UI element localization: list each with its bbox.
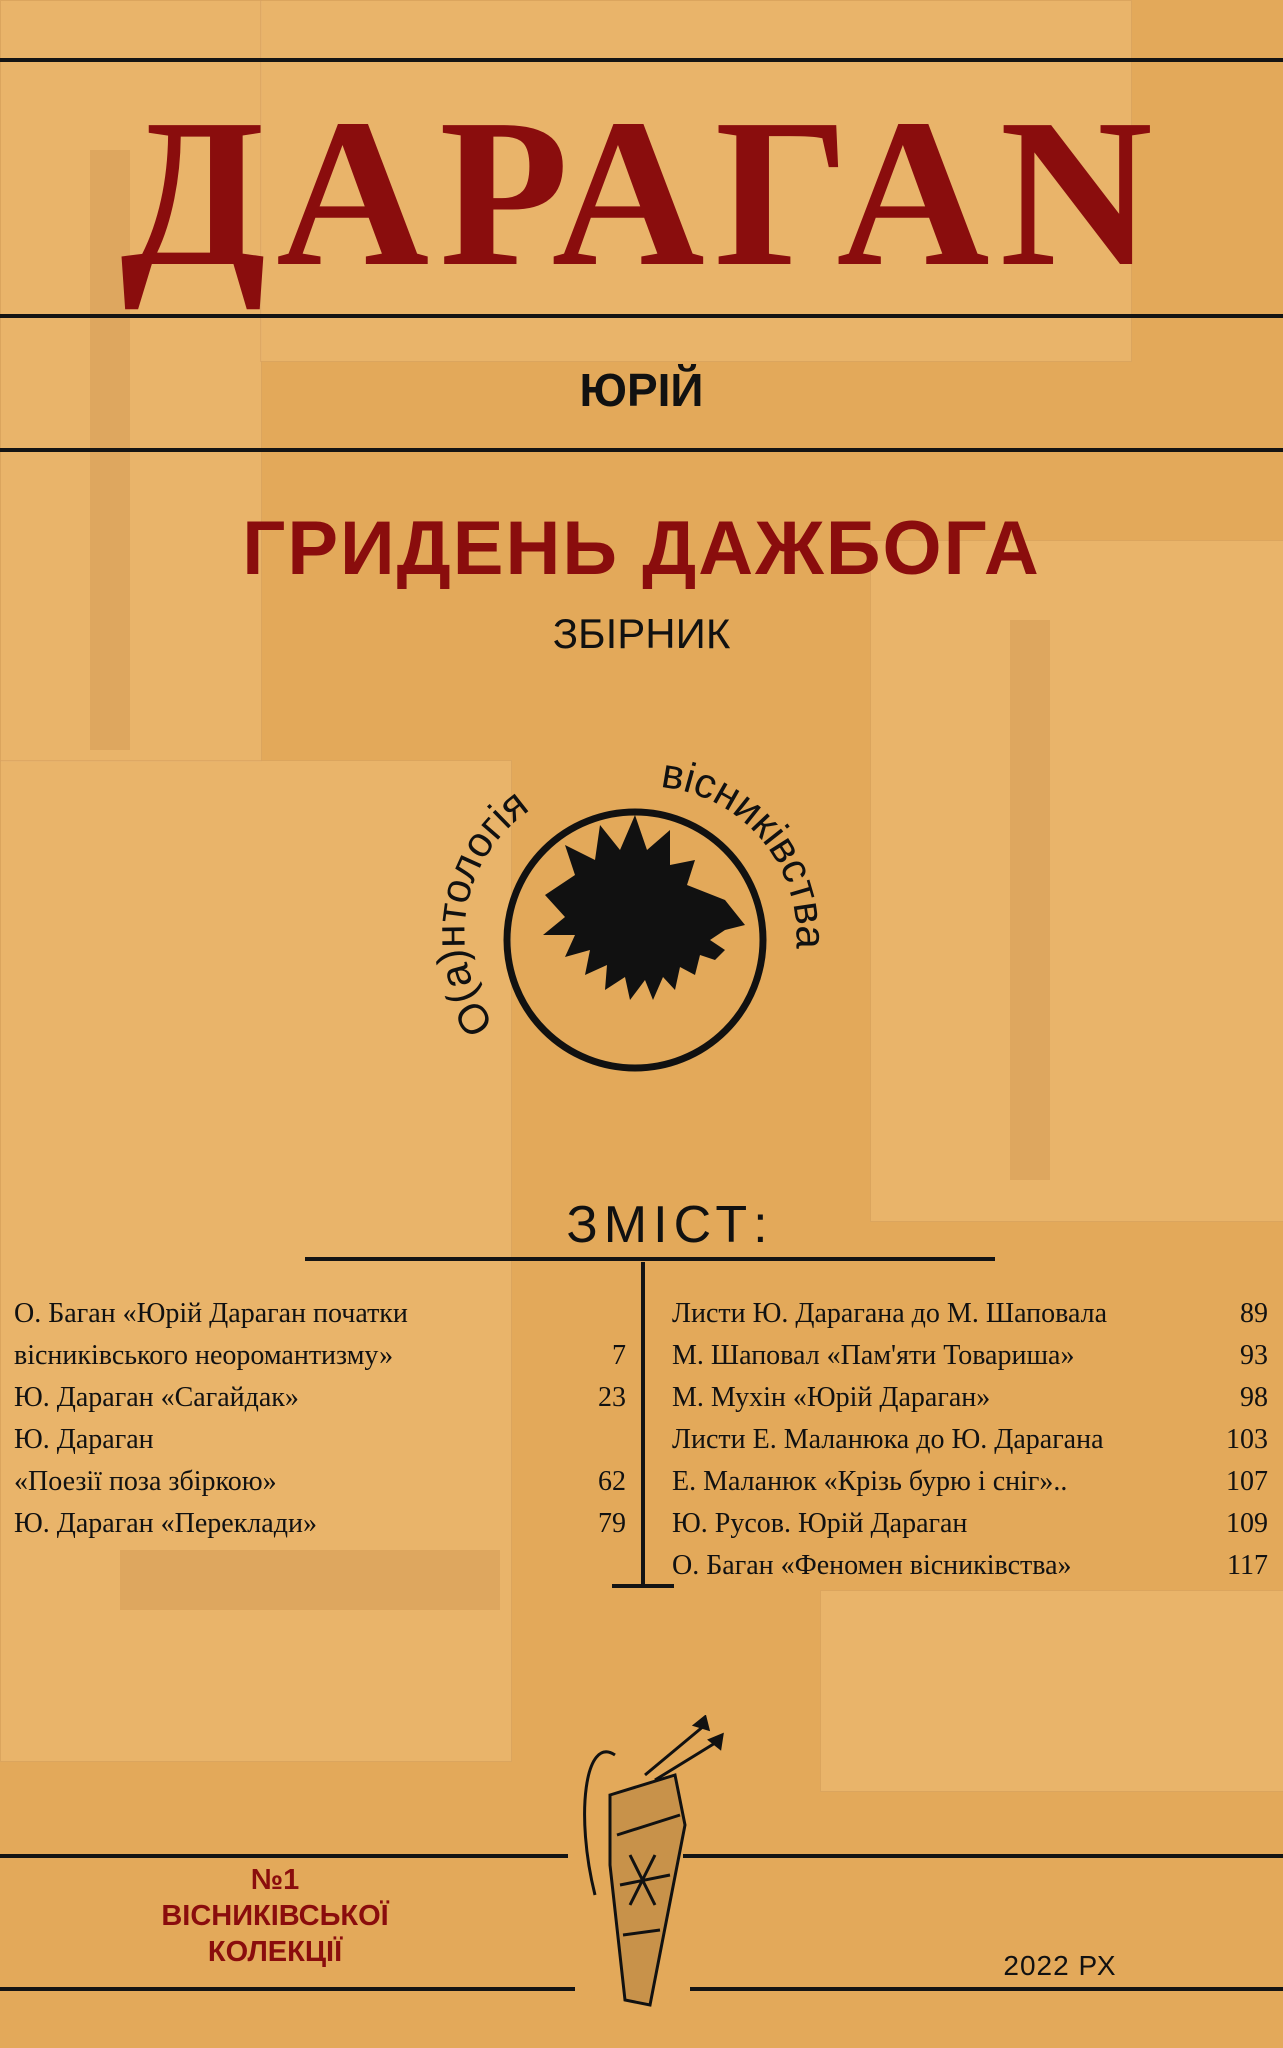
toc-heading: ЗМІСТ: xyxy=(566,1196,774,1254)
toc-entry[interactable] xyxy=(14,1503,626,1545)
toc-entry-title: М. Мухін «Юрій Дараган» xyxy=(672,1382,991,1413)
toc-entry-page: 79 xyxy=(598,1508,626,1539)
toc-entry-title: Ю. Дараган xyxy=(14,1424,154,1455)
author-surname: ДАРАГАN xyxy=(120,75,1163,310)
toc-entry[interactable] xyxy=(672,1293,1268,1335)
series-number: №1 xyxy=(250,1864,300,1896)
toc-right-column xyxy=(672,1293,1268,1587)
footer-rule-left-lower xyxy=(0,1987,575,1991)
title-bottom-rule xyxy=(0,314,1283,318)
toc-entry-page: 107 xyxy=(1226,1466,1268,1497)
toc-entry[interactable] xyxy=(14,1377,626,1419)
toc-entry[interactable] xyxy=(672,1461,1268,1503)
toc-entry-title: О. Баган «Юрій Дараган початки xyxy=(14,1298,408,1329)
toc-divider-top xyxy=(305,1257,995,1261)
toc-entry[interactable] xyxy=(14,1335,626,1377)
background-texture xyxy=(1010,620,1050,1180)
series-name-line1: ВІСНИКІВСЬКОЇ xyxy=(161,1900,389,1932)
book-type: ЗБІРНИК xyxy=(552,610,731,657)
top-rule xyxy=(0,58,1283,62)
series-label xyxy=(130,1862,420,1970)
publisher-logo xyxy=(425,725,845,1145)
toc-entry-title: Листи Е. Маланюка до Ю. Дарагана xyxy=(672,1424,1104,1455)
author-first-name: ЮРІЙ xyxy=(579,364,704,416)
footer-rule-right-upper xyxy=(683,1854,1283,1858)
toc-divider-foot xyxy=(612,1584,674,1588)
toc-entry[interactable] xyxy=(672,1419,1268,1461)
toc-entry-title: Ю. Русов. Юрій Дараган xyxy=(672,1508,968,1539)
toc-entry-page: 62 xyxy=(598,1466,626,1497)
toc-entry-page: 109 xyxy=(1226,1508,1268,1539)
toc-entry[interactable] xyxy=(672,1545,1268,1587)
toc-entry[interactable] xyxy=(672,1503,1268,1545)
toc-divider-vertical xyxy=(641,1262,645,1587)
author-bottom-rule xyxy=(0,448,1283,452)
book-title: ГРИДЕНЬ ДАЖБОГА xyxy=(242,506,1041,591)
toc-entry-title: вісниківського неоромантизму» xyxy=(14,1340,394,1371)
footer-rule-right-lower xyxy=(690,1987,1283,1991)
toc-entry-page: 103 xyxy=(1226,1424,1268,1455)
toc-entry-title: О. Баган «Феномен вісниківства» xyxy=(672,1550,1072,1581)
toc-entry[interactable] xyxy=(14,1293,626,1335)
toc-entry[interactable] xyxy=(14,1461,626,1503)
toc-entry[interactable] xyxy=(14,1419,626,1461)
toc-entry-title: «Поезії поза збіркою» xyxy=(14,1466,277,1497)
background-newspaper-sheet xyxy=(820,1590,1283,1792)
footer-rule-left-upper xyxy=(0,1854,568,1858)
toc-entry-page: 23 xyxy=(598,1382,626,1413)
toc-entry-page: 7 xyxy=(612,1340,626,1371)
logo-text-right: вісниківства xyxy=(658,749,835,949)
toc-entry-title: Е. Маланюк «Крізь бурю і сніг».. xyxy=(672,1466,1068,1497)
toc-entry-page: 117 xyxy=(1227,1550,1268,1581)
background-texture xyxy=(120,1550,500,1610)
logo-text-left: О(а)нтологія xyxy=(426,779,537,1046)
quiver-with-arrows-icon xyxy=(555,1715,730,2015)
toc-entry-title: М. Шаповал «Пам'яти Товариша» xyxy=(672,1340,1075,1371)
toc-entry-title: Листи Ю. Дарагана до М. Шаповала xyxy=(672,1298,1108,1329)
toc-entry-page: 93 xyxy=(1240,1340,1268,1371)
series-name-line2: КОЛЕКЦІЇ xyxy=(207,1936,343,1968)
toc-entry[interactable] xyxy=(672,1377,1268,1419)
toc-entry[interactable] xyxy=(672,1335,1268,1377)
toc-left-column xyxy=(14,1293,626,1545)
toc-entry-title: Ю. Дараган «Переклади» xyxy=(14,1508,317,1539)
toc-entry-page: 89 xyxy=(1240,1298,1268,1329)
publication-year: 2022 РХ xyxy=(1003,1950,1117,1981)
toc-entry-page: 98 xyxy=(1240,1382,1268,1413)
toc-entry-title: Ю. Дараган «Сагайдак» xyxy=(14,1382,299,1413)
